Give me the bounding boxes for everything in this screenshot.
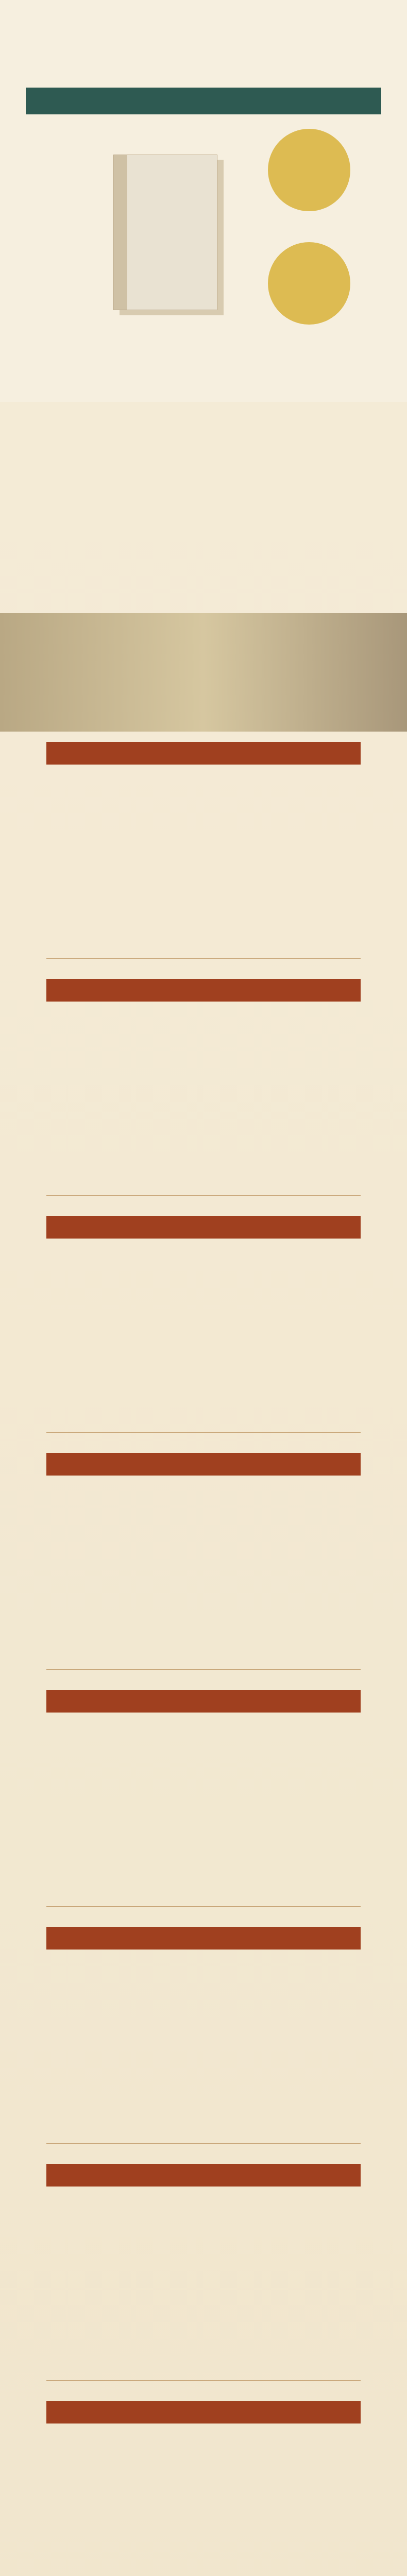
book-subtitle	[134, 222, 212, 243]
section-body	[46, 773, 361, 876]
section-body	[46, 2195, 361, 2298]
hero-tagline-3	[21, 62, 386, 82]
intro-paragraph	[46, 505, 361, 587]
section-body	[46, 2432, 361, 2535]
section-divider	[46, 1195, 361, 1196]
intro-paragraph	[46, 422, 361, 495]
section-quote	[46, 1834, 361, 1886]
hero-section	[0, 0, 407, 402]
section-divider	[46, 1906, 361, 1907]
section-divider	[46, 2143, 361, 2144]
section-quote	[46, 1123, 361, 1175]
section-heading	[46, 2164, 361, 2187]
section-heading	[46, 1453, 361, 1476]
section-quote	[46, 1597, 361, 1649]
hero-tagline-1	[21, 10, 386, 31]
section-quote	[46, 1360, 361, 1412]
painting-scroll-image	[0, 613, 407, 732]
section-quote	[46, 2308, 361, 2360]
section-divider	[46, 958, 361, 959]
hero-tagline-2	[21, 36, 386, 57]
section-quote	[46, 2545, 361, 2576]
section-quote	[46, 886, 361, 938]
section-divider	[46, 2380, 361, 2381]
section-quote	[46, 2071, 361, 2123]
book-spine	[114, 155, 127, 310]
section-heading	[46, 1216, 361, 1239]
seal-mark-2	[268, 242, 350, 325]
hero-banner	[26, 88, 381, 114]
section-body	[46, 1484, 361, 1587]
section-heading	[46, 979, 361, 1002]
seal-mark-1	[268, 129, 350, 211]
intro-section	[0, 412, 407, 608]
section-heading	[46, 2401, 361, 2424]
section-divider	[46, 1669, 361, 1670]
section-heading	[46, 1927, 361, 1950]
section-heading	[46, 1690, 361, 1713]
section-heading	[46, 742, 361, 765]
book-title	[134, 186, 212, 217]
content-sections	[0, 742, 407, 2576]
section-body	[46, 1721, 361, 1824]
section-divider	[46, 1432, 361, 1433]
section-body	[46, 1247, 361, 1350]
section-body	[46, 1958, 361, 2061]
section-body	[46, 1010, 361, 1113]
book-cover	[113, 155, 217, 310]
